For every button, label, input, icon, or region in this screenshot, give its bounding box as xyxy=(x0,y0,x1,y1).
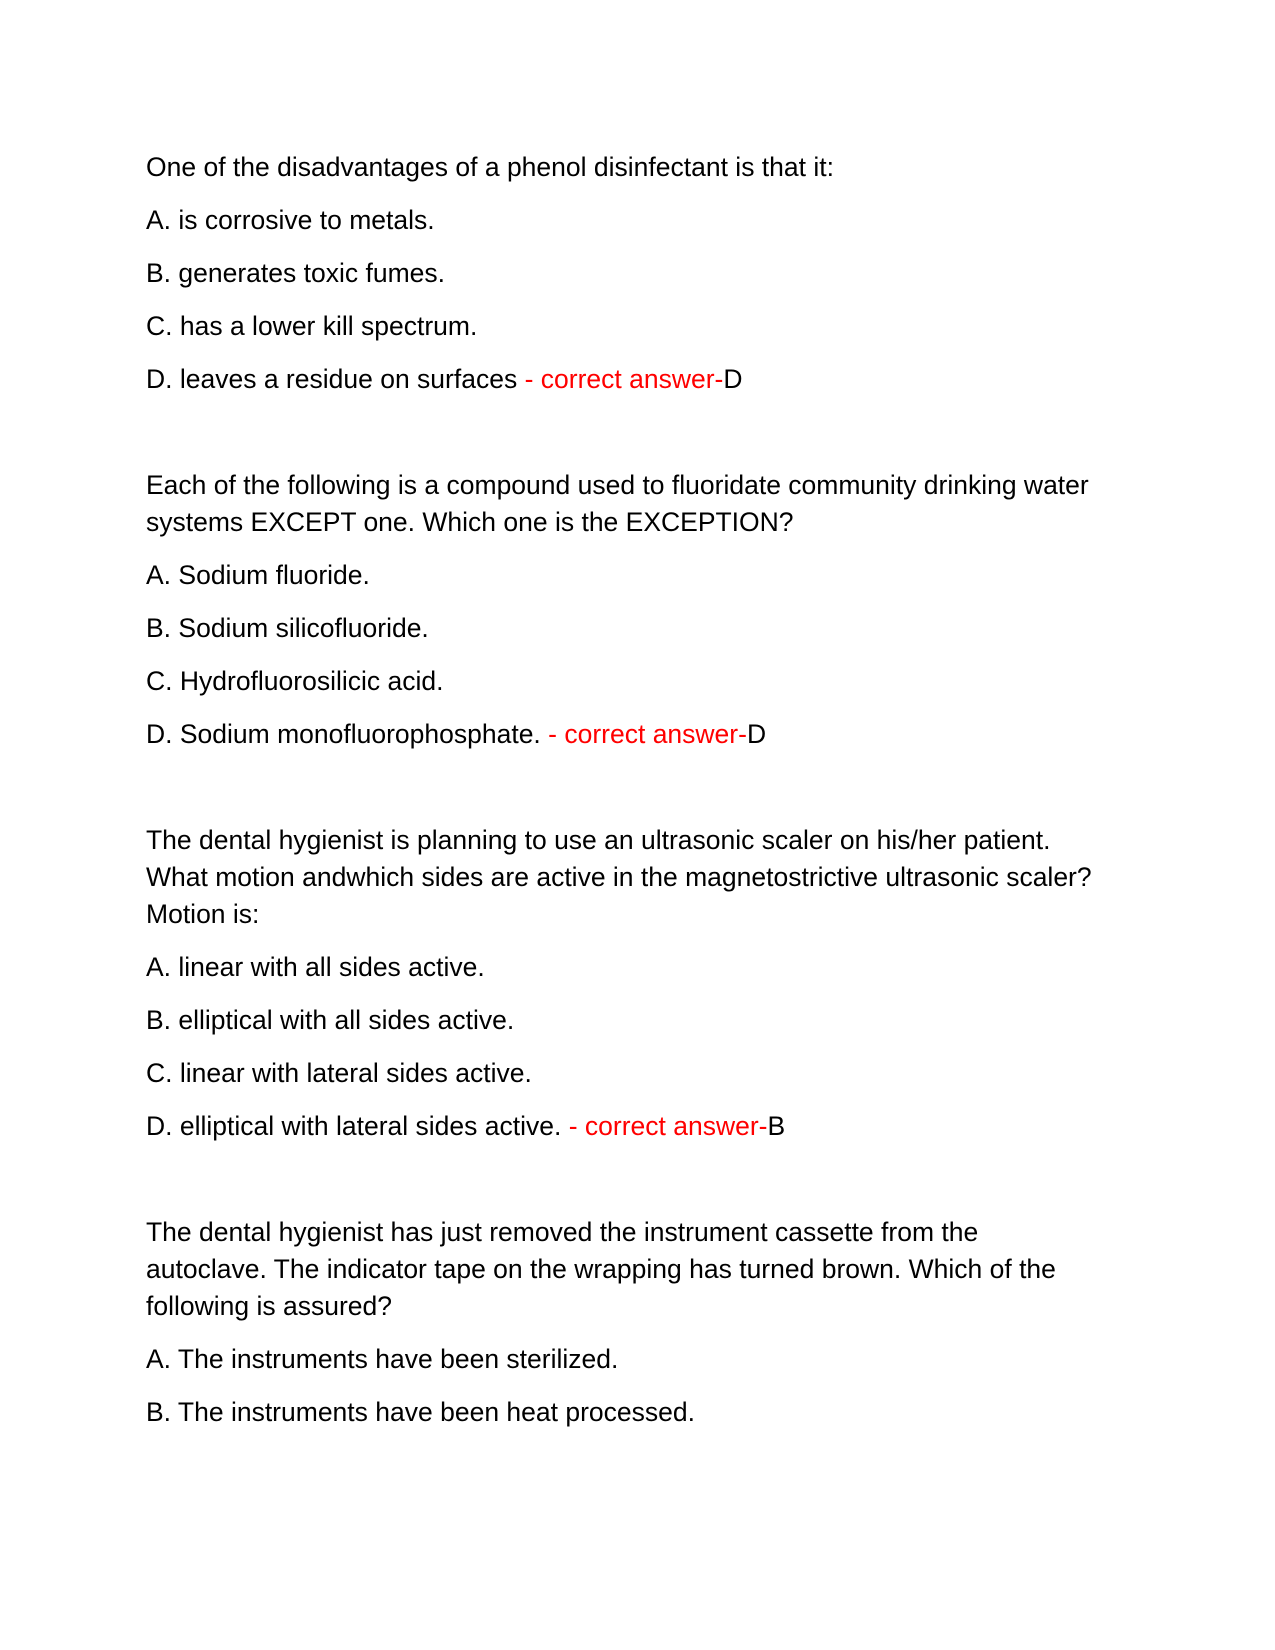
question-prompt-line: autoclave. The indicator tape on the wrapping has turned brown. Which of the xyxy=(146,1254,1056,1284)
option-text: D. leaves a residue on surfaces xyxy=(146,364,518,394)
option-line: C. linear with lateral sides active. xyxy=(146,1058,532,1088)
question-block-4 xyxy=(146,1214,1135,1431)
option-line-with-answer xyxy=(146,1108,1135,1145)
option-line: B. The instruments have been heat processed. xyxy=(146,1397,695,1427)
question-prompt xyxy=(146,822,1135,933)
question-prompt-line: What motion andwhich sides are active in the magnetostrictive ultrasonic scaler? xyxy=(146,862,1092,892)
question-prompt-line: The dental hygienist has just removed the instrument cassette from the xyxy=(146,1217,979,1247)
option-line: A. The instruments have been sterilized. xyxy=(146,1344,619,1374)
correct-answer-letter: B xyxy=(767,1111,786,1141)
question-prompt-line: One of the disadvantages of a phenol disinfectant is that it: xyxy=(146,152,834,182)
question-prompt-line: The dental hygienist is planning to use an ultrasonic scaler on his/her patient. xyxy=(146,825,1051,855)
option-line: C. has a lower kill spectrum. xyxy=(146,311,478,341)
question-prompt-line: following is assured? xyxy=(146,1291,392,1321)
correct-answer-letter: D xyxy=(746,719,767,749)
option-text: D. Sodium monofluorophosphate. xyxy=(146,719,541,749)
correct-answer-marker: - correct answer- xyxy=(517,364,724,394)
question-prompt xyxy=(146,149,1135,186)
question-prompt-line: Each of the following is a compound used to fluoridate community drinking water xyxy=(146,470,1089,500)
question-prompt xyxy=(146,1214,1135,1325)
question-prompt-line: systems EXCEPT one. Which one is the EXCEPTION? xyxy=(146,507,794,537)
option-line-with-answer xyxy=(146,361,1135,398)
option-line: A. linear with all sides active. xyxy=(146,952,485,982)
question-block-1 xyxy=(146,149,1135,398)
correct-answer-marker: - correct answer- xyxy=(561,1111,768,1141)
question-prompt xyxy=(146,467,1135,541)
question-prompt-line: Motion is: xyxy=(146,899,260,929)
option-line: B. Sodium silicofluoride. xyxy=(146,613,429,643)
option-line: B. generates toxic fumes. xyxy=(146,258,446,288)
question-block-3 xyxy=(146,822,1135,1145)
question-block-2 xyxy=(146,467,1135,753)
correct-answer-letter: D xyxy=(723,364,743,394)
option-line: B. elliptical with all sides active. xyxy=(146,1005,515,1035)
option-line: C. Hydrofluorosilicic acid. xyxy=(146,666,444,696)
correct-answer-marker: - correct answer- xyxy=(540,719,747,749)
option-text: D. elliptical with lateral sides active. xyxy=(146,1111,562,1141)
option-line: A. Sodium fluoride. xyxy=(146,560,370,590)
option-line-with-answer xyxy=(146,716,1135,753)
option-line: A. is corrosive to metals. xyxy=(146,205,435,235)
